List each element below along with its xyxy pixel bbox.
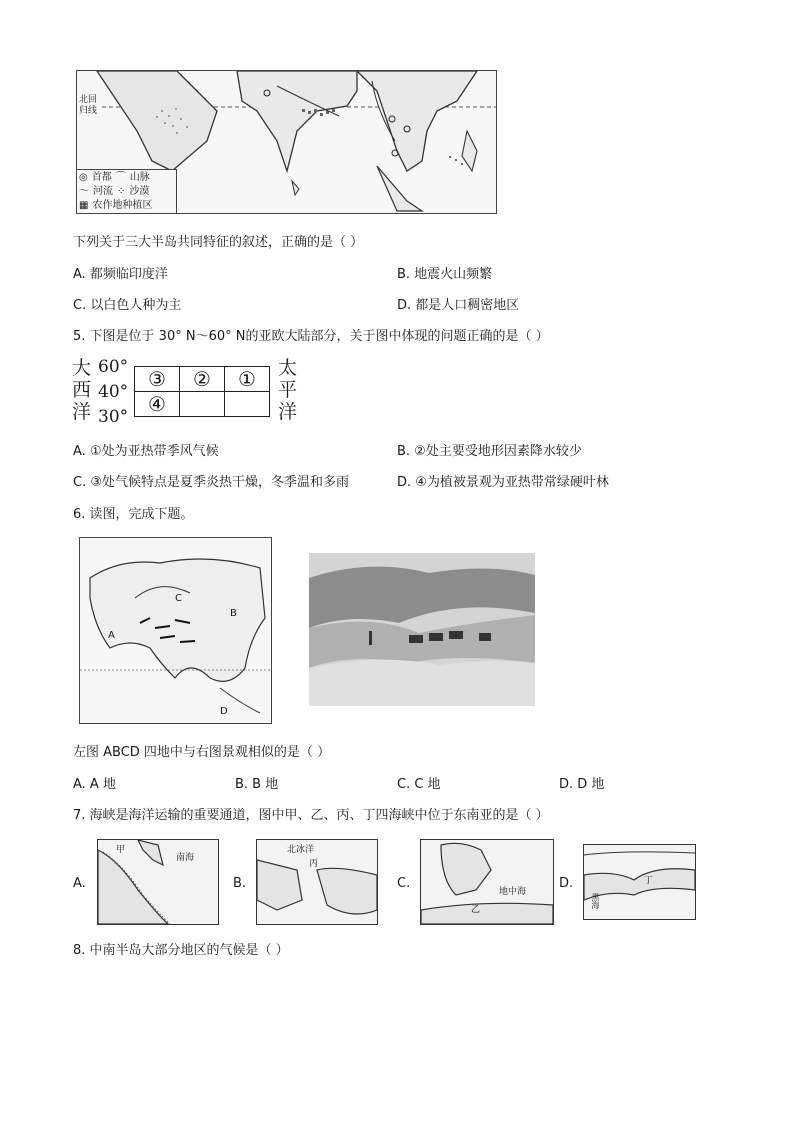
legend-river: 河流 bbox=[93, 186, 113, 197]
q8-stem: 8. 中南半岛大部分地区的气候是（ ） bbox=[73, 943, 289, 958]
latitude-zone-diagram bbox=[72, 357, 312, 437]
capital-icon: ◎ bbox=[79, 172, 88, 183]
q7-option-b[interactable]: B. bbox=[233, 876, 247, 891]
map-label-b: B bbox=[230, 608, 237, 619]
q6-option-c[interactable]: C. C 地 bbox=[397, 777, 441, 792]
left-char-2: 西 bbox=[72, 379, 92, 401]
zone-cell-1: ① bbox=[225, 367, 270, 392]
q4-stem: 下列关于三大半岛共同特征的叙述，正确的是（ ） bbox=[73, 235, 364, 250]
q5-stem: 5. 下图是位于 30° N～60° N的亚欧大陆部分，关于图中体现的问题正确的是（ ） bbox=[73, 329, 549, 344]
q4-option-a[interactable]: A. 都频临印度洋 bbox=[73, 267, 168, 282]
strait-c-yi: 乙 bbox=[471, 905, 481, 915]
q6-option-d[interactable]: D. D 地 bbox=[559, 777, 605, 792]
q7-option-a[interactable]: A. bbox=[73, 876, 86, 891]
river-icon: 〜 bbox=[79, 186, 89, 197]
q5-option-a[interactable]: A. ①处为亚热带季风气候 bbox=[73, 444, 219, 459]
legend-mountain: 山脉 bbox=[129, 172, 150, 183]
zone-cell-2: ② bbox=[180, 367, 225, 392]
map-label-a: A bbox=[108, 630, 115, 641]
lat-60: 60° bbox=[98, 357, 129, 377]
strait-b-ocean: 北冰洋 bbox=[287, 845, 315, 855]
q5-option-d[interactable]: D. ④为植被景观为亚热带常绿硬叶林 bbox=[397, 475, 609, 490]
map-legend bbox=[77, 169, 177, 213]
lat-40: 40° bbox=[98, 382, 129, 402]
right-char-3: 洋 bbox=[278, 401, 298, 423]
south-asia-map bbox=[76, 70, 497, 214]
q6-option-a[interactable]: A. A 地 bbox=[73, 777, 116, 792]
desert-icon: ⁘ bbox=[117, 186, 126, 197]
map-label-d: D bbox=[220, 706, 228, 717]
zone-cell-4: ④ bbox=[135, 392, 180, 417]
asia-map bbox=[79, 537, 272, 724]
q6-sub-stem: 左图 ABCD 四地中与右图景观相似的是（ ） bbox=[73, 745, 331, 760]
q5-option-b[interactable]: B. ②处主要受地形因素降水较少 bbox=[397, 444, 582, 459]
strait-map-d[interactable] bbox=[583, 844, 696, 920]
right-char-2: 平 bbox=[278, 379, 298, 401]
right-char-1: 太 bbox=[278, 357, 298, 379]
legend-capital: 首都 bbox=[91, 172, 112, 183]
zone-grid bbox=[134, 366, 270, 417]
zone-cell-3: ③ bbox=[135, 367, 180, 392]
legend-farmland: 农作地种植区 bbox=[92, 200, 153, 211]
mountain-icon: ⌒ bbox=[115, 172, 126, 183]
strait-a-sea: 南海 bbox=[176, 853, 195, 863]
tropic-label-1: 北回 bbox=[79, 95, 98, 105]
left-char-1: 大 bbox=[72, 357, 92, 379]
q4-option-b[interactable]: B. 地震火山频繁 bbox=[397, 267, 493, 282]
zone-cell-empty-2 bbox=[225, 392, 270, 417]
strait-map-c[interactable] bbox=[420, 839, 554, 925]
legend-desert: 沙漠 bbox=[129, 186, 150, 197]
lat-30: 30° bbox=[98, 407, 129, 427]
q7-option-c[interactable]: C. bbox=[397, 876, 411, 891]
q4-option-c[interactable]: C. 以白色人种为主 bbox=[73, 298, 182, 313]
desert-camel-photo bbox=[309, 553, 535, 706]
q7-stem: 7. 海峡是海洋运输的重要通道，图中甲、乙、丙、丁四海峡中位于东南亚的是（ ） bbox=[73, 808, 549, 823]
q4-option-d[interactable]: D. 都是人口稠密地区 bbox=[397, 298, 520, 313]
zone-cell-empty-1 bbox=[180, 392, 225, 417]
farmland-icon: ▦ bbox=[79, 200, 89, 211]
strait-d-sea: 黑海 bbox=[591, 893, 600, 909]
strait-a-jia: 甲 bbox=[116, 845, 126, 855]
map-label-c: C bbox=[175, 593, 182, 604]
q6-option-b[interactable]: B. B 地 bbox=[235, 777, 279, 792]
strait-map-b[interactable] bbox=[256, 839, 378, 925]
q5-option-c[interactable]: C. ③处气候特点是夏季炎热干燥，冬季温和多雨 bbox=[73, 475, 349, 490]
strait-map-a[interactable] bbox=[97, 839, 219, 925]
strait-c-sea: 地中海 bbox=[499, 887, 527, 897]
q6-stem: 6. 读图，完成下题。 bbox=[73, 507, 194, 522]
q7-option-d[interactable]: D. bbox=[559, 876, 574, 891]
strait-b-bing: 丙 bbox=[309, 859, 319, 869]
strait-d-ding: 丁 bbox=[644, 876, 654, 886]
left-char-3: 洋 bbox=[72, 401, 92, 423]
tropic-label-2: 归线 bbox=[79, 106, 98, 116]
